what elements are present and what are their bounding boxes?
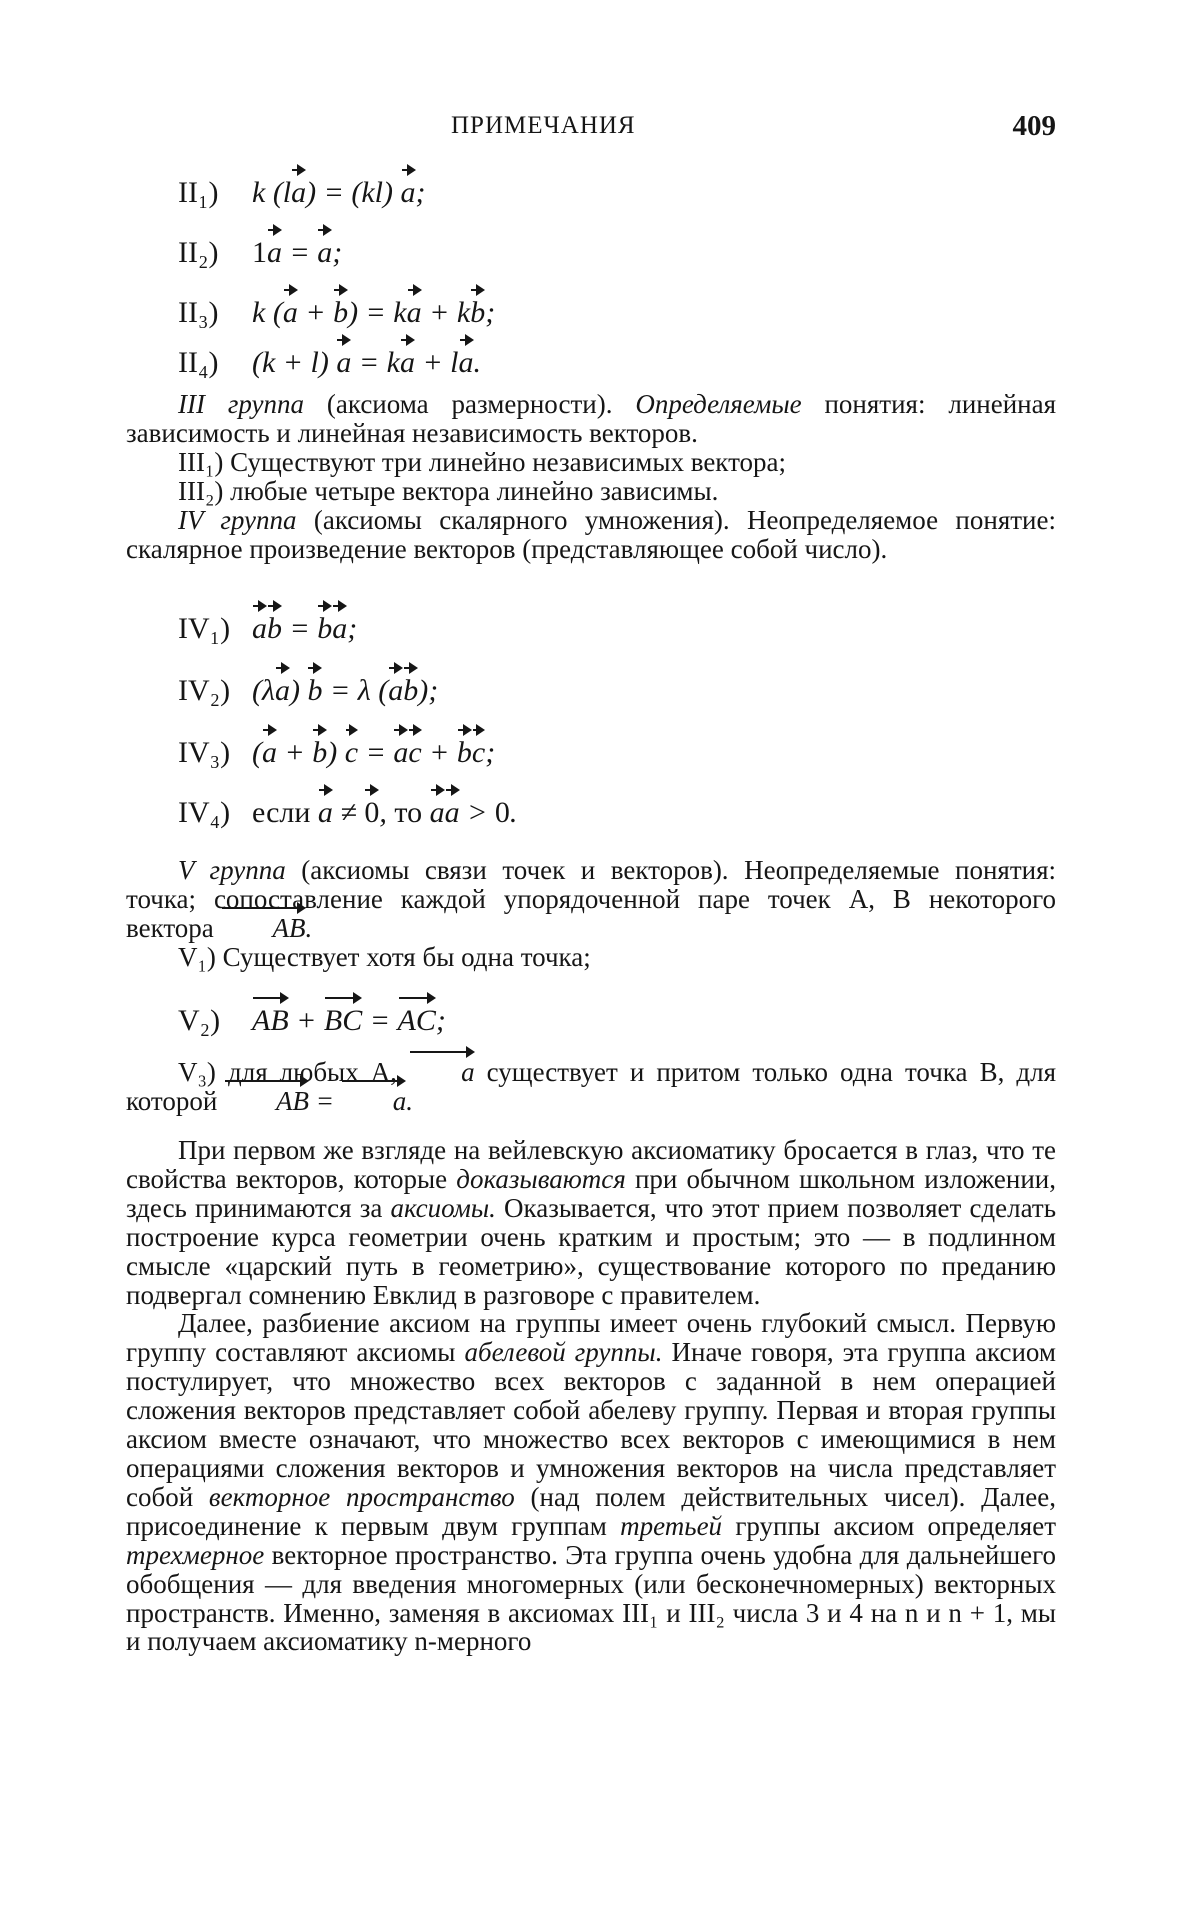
group3-title: III группа	[178, 389, 305, 419]
page-header	[126, 112, 1056, 152]
axiom-II3: II₃) k (a + b) = ka + kb;	[178, 296, 496, 329]
group4-title: IV группа	[178, 504, 297, 535]
axiom-V1: V₁) Существует хотя бы одна точка;	[178, 941, 591, 972]
axiom-IV1: IV₁) ab = ba;	[178, 612, 358, 645]
axiom-V2: V₂) AB + BC = AC;	[178, 1004, 446, 1037]
axiom-III1: III₁) Существуют три линейно независимых вектора;	[178, 446, 787, 477]
paragraph-2: Далее, разбиение аксиом на группы имеет очень глубокий смысл. Первую группу составляют аксиомы абелевой группы. Иначе говоря, эта группа аксиом постулирует, что множество всех векторов с заданной в нем операцией сложения векторов представляет собой абелеву группу. Первая и вторая группы аксиом вместе означают, что множество всех векторов с имеющимися в нем операциями сложения векторов и умножения векторов на числа представляет собой векторное пространство (над полем действительных чисел). Далее, присоединение к первым двум группам третьей группы аксиом определяет трехмерное векторное пространство. Эта группа очень удобна для дальнейшего обобщения — для введения многомерных (или бесконечномерных) векторных пространств. Именно, заменяя в аксиомах III₁ и III₂ числа 3 и 4 на n и n + 1, мы и получаем аксиоматику n-мерного	[126, 1308, 1057, 1657]
axiom-II2: II₂) 1a = a;	[178, 236, 343, 269]
group5-block: V группа (аксиомы связи точек и векторов). Неопределяемые понятия: точка; сопоставление каждой упорядоченной паре точек A, B некоторого вектора AB. V₁) Существует хотя бы одна точка;	[126, 855, 1056, 972]
axiom-IV3: IV₃) (a + b) c = ac + bc;	[178, 736, 496, 769]
axiom-IV2: IV₂) (λa) b = λ (ab);	[178, 674, 439, 707]
axiom-II4: II₄) (k + l) a = ka + la.	[178, 346, 482, 379]
page-number: 409	[1012, 110, 1056, 142]
group5-title: V группа	[178, 855, 286, 885]
axiom-V3: V₃) для любых A, a существует и притом только одна точка B, для которой AB = a.	[126, 1057, 1057, 1116]
group3-block: III группа (аксиома размерности). Определяемые понятия: линейная зависимость и линейная независимость векторов. III₁) Существуют три линейно независимых вектора; III₂) любые четыре вектора линейно зависимы. IV группа (аксиомы скалярного умножения). Неопределяемое понятие: скалярное произведение векторов (представляющее собой число).	[126, 389, 1057, 564]
axiom-III2: III₂) любые четыре вектора линейно зависимы.	[178, 475, 719, 506]
commentary	[126, 1136, 1056, 1656]
axiom-II1: II₁) k (la) = (kl) a;	[178, 176, 426, 209]
paragraph-1: При первом же взгляде на вейлевскую аксиоматику бросается в глаз, что те свойства векторов, которые доказываются при обычном школьном изложении, здесь принимаются за аксиомы. Оказывается, что этот прием позволяет сделать построение курса геометрии очень кратким и простым; это — в подлинном смысле «царский путь в геометрию», существование которого по преданию подвергал сомнению Евклид в разговоре с правителем.	[126, 1135, 1057, 1310]
axiom-IV4: IV₄) если a ≠ 0, то aa > 0.	[178, 796, 518, 829]
running-title: ПРИМЕЧАНИЯ	[451, 112, 636, 139]
